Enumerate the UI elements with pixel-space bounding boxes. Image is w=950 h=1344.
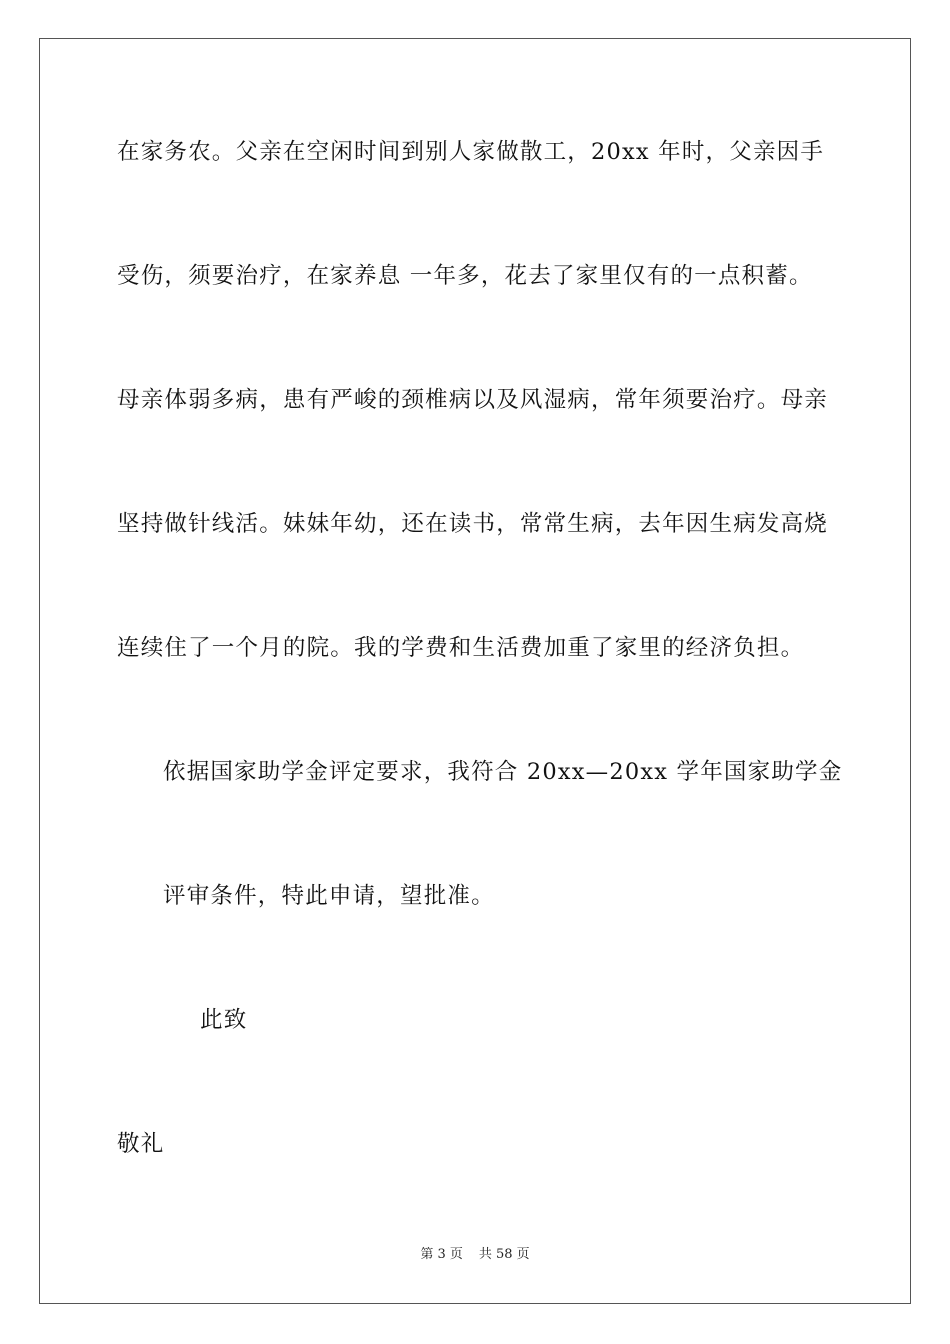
- paragraph-line-5: 连续住了一个月的院。我的学费和生活费加重了家里的经济负担。: [117, 635, 805, 661]
- closing-regards: 敬礼: [117, 1131, 165, 1157]
- closing-salutation: 此致: [200, 1007, 248, 1033]
- paragraph-line-3: 母亲体弱多病，患有严峻的颈椎病以及风湿病，常年须要治疗。母亲: [117, 387, 829, 413]
- paragraph-line-4: 坚持做针线活。妹妹年幼，还在读书，常常生病，去年因生病发高烧: [117, 511, 829, 537]
- paragraph-line-7: 评审条件，特此申请，望批准。: [163, 883, 495, 909]
- page-number: 第 3 页: [420, 1247, 463, 1262]
- paragraph-line-1: 在家务农。父亲在空闲时间到别人家做散工，20xx 年时，父亲因手: [117, 139, 825, 165]
- page-total: 共 58 页: [478, 1247, 530, 1262]
- paragraph-line-2: 受伤，须要治疗，在家养息 一年多，花去了家里仅有的一点积蓄。: [117, 263, 813, 289]
- paragraph-line-6: 依据国家助学金评定要求，我符合 20xx—20xx 学年国家助学金: [163, 759, 843, 785]
- page-footer: [0, 1246, 950, 1264]
- page-frame: [39, 38, 911, 1304]
